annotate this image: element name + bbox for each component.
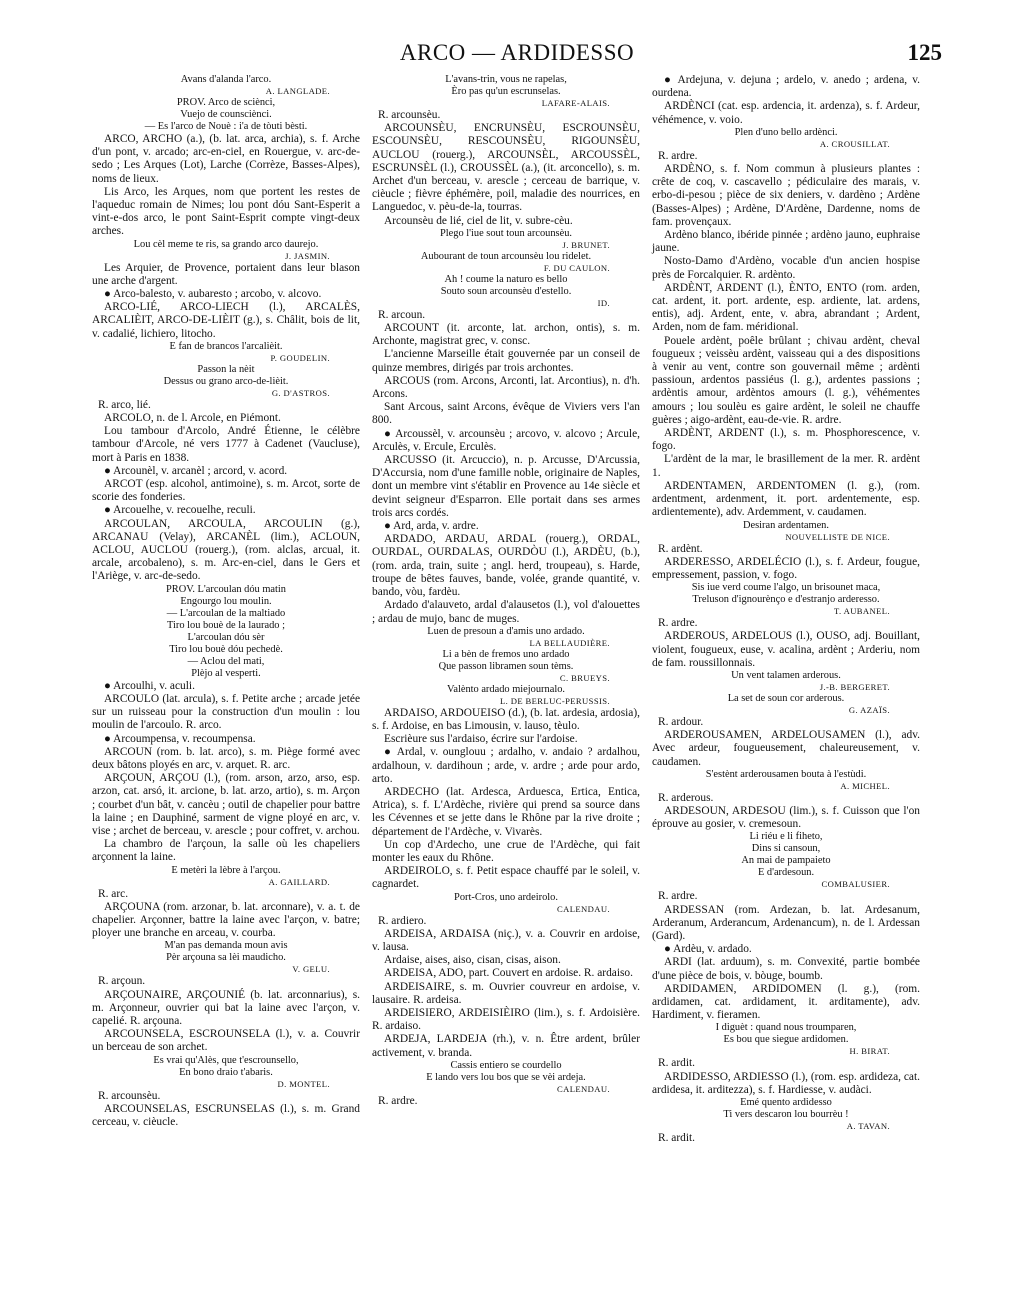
column-left	[92, 74, 360, 1129]
entry-paragraph: ● Arcoulhi, v. aculi.	[104, 679, 195, 692]
quotation-line: Port-Cros, uno ardeirolo.	[454, 891, 558, 903]
quotation-author: T. AUBANEL.	[833, 606, 890, 617]
entry-paragraph: ARÇOUNA (rom. arzonar, b. lat. arconnare), v. a. t. de chapelier. Arçonner, battre la laine avec l'arçon, v. batre; ployer une branche en arceau, v. courba.	[92, 900, 360, 940]
quotation-line: Plen d'uno bello ardènci.	[734, 126, 838, 138]
entry-paragraph: ARÇOUN, ARÇOU (l.), (rom. arson, arzo, arso, esp. arzon, cat. arsó, it. arcione, b. lat. arzo, artio), s. m. Arçon ; courbet d'un bât, v. cancèu ; outil de chapelier pour battre la laine ; en Dauphiné, sarment de vigne ployé en arc, v. vise ; archet de berceau, v. arescle ; pour coffret, v. archou.	[92, 772, 360, 837]
entry-paragraph: Sant Arcous, saint Arcons, évêque de Viviers vers l'an 800.	[372, 401, 640, 427]
entry-paragraph: ARDEROUSAMEN, ARDELOUSAMEN (l.), adv. Avec ardeur, fougueusement, chaleureusement, v. caudamen.	[652, 729, 920, 768]
quotation-author: A. TAVAN.	[846, 1120, 890, 1131]
etymology-reference: R. arco, lié.	[98, 398, 151, 411]
quotation-line: An mai de pampaieto	[741, 855, 831, 867]
entry-paragraph: ARÇOUNAIRE, ARÇOUNIÉ (b. lat. arconnarius), s. m. Arçonneur, ouvrier qui bat la laine avec l'arçon, v. capelié. R. arçouna.	[92, 988, 360, 1027]
quotation-line: PROV. Arco de sciènci,	[176, 97, 276, 108]
entry-paragraph: Ardaise, aises, aiso, cisan, cisas, aison.	[384, 954, 561, 967]
quotation-author: ID.	[597, 297, 610, 308]
etymology-reference: R. ardour.	[658, 715, 704, 728]
etymology-reference: R. ardre.	[658, 890, 698, 903]
entry-paragraph: ARDEISA, ARDAISA (niç.), v. a. Couvrir en ardoise, v. lausa.	[372, 927, 640, 953]
entry-paragraph: ARDEISAIRE, s. m. Ouvrier couvreur en ardoise, v. lausaire. R. ardeisa.	[372, 980, 640, 1006]
quotation-author: A. MICHEL.	[840, 780, 890, 791]
quotation-author: CALENDAU.	[556, 903, 610, 914]
entry-paragraph: ● Ardèu, v. ardado.	[664, 943, 752, 956]
entry-paragraph: ARDECHO (lat. Ardesca, Arduesca, Ertica, Entica, Atrica), s. f. L'Ardèche, rivière qui prend sa source dans les Cévennes et se jette dans le Rhône par la rive droite ; département de l'Ardèche, v. Vivarès.	[372, 785, 640, 838]
etymology-reference: R. ardit.	[658, 1131, 696, 1144]
quotation-author: G. D'ASTROS.	[271, 387, 330, 398]
quotation-line: Que passon libramen soun tèms.	[438, 660, 574, 672]
quotation-line: — Es l'arco de Nouè : i'a de tòuti bèsti.	[144, 121, 308, 132]
entry-paragraph: ARCO, ARCHO (a.), (b. lat. arca, archia), s. f. Arche d'un pont, v. arcado; arc-en-ciel, en Rouergue, v. arc-de-sedo ; Les Arques (Lot), Larche (Corrèze, Basses-Alpes), noms de lieux.	[92, 133, 360, 185]
quotation-author: C. BRUEYS.	[559, 672, 610, 683]
quotation-line: Dessus ou grano arco-de-lièit.	[163, 375, 289, 387]
quotation-line: Avans d'alanda l'arco.	[180, 74, 272, 85]
quotation-line: Desiran ardentamen.	[743, 519, 829, 531]
entry-paragraph: ● Arcoumpensa, v. recoumpensa.	[104, 732, 256, 745]
entry-paragraph: Arcounsèu de lié, ciel de lit, v. subre-cèu.	[384, 214, 573, 227]
entry-paragraph: Escrièure sus l'ardaiso, écrire sur l'ardoise.	[384, 733, 578, 746]
entry-paragraph: ARCOULO (lat. arcula), s. f. Petite arche ; arcade jetée sur un ruisseau pour la construction d'un moulin : lou moulin de l'arcoulo. R. arco.	[92, 692, 360, 732]
entry-paragraph: ARDEROUS, ARDELOUS (l.), OUSO, adj. Bouillant, violent, fougueux, euse, v. acalina, ardènt ; Arderiu, nom de fam. roussillonnais.	[652, 630, 920, 669]
entry-paragraph: ARCOLO, n. de l. Arcole, en Piémont.	[104, 412, 281, 425]
entry-paragraph: ARDESSAN (rom. Ardezan, b. lat. Ardesanum, Arderanum, Arderancum, Ardenancum), n. de l. Ardessan (Gard).	[652, 903, 920, 942]
quotation-line: Tiro lou bouè de la laurado ;	[167, 619, 285, 631]
entry-paragraph: ● Arcounèl, v. arcanèl ; arcord, v. acord.	[104, 464, 288, 477]
quotation-author: D. MONTEL.	[277, 1078, 330, 1089]
quotation-author: A. CROUSILLAT.	[819, 138, 890, 149]
entry-paragraph: L'ancienne Marseille était gouvernée par un conseil de quinze membres, dirigés par trois archontes.	[372, 348, 640, 374]
entry-paragraph: ARDÈNT, ARDENT (l.), ÈNTO, ENTO (rom. arden, cat. ardent, it. port. ardente, esp. ardiente, lat. ardens, entis), adj. Ardent, ente, v. abra, abrandant ; Ardent, Arden, nom de fam. méridional.	[652, 281, 920, 334]
entry-paragraph: Nosto-Damo d'Ardèno, vocable d'un ancien hospise près de Forcalquier. R. ardènto.	[652, 255, 920, 281]
entry-paragraph: Les Arquier, de Provence, portaient dans leur blason une arche d'argent.	[92, 261, 360, 287]
quotation-line: E metèri la lèbre à l'arçou.	[171, 864, 281, 876]
quotation-line: Sis iue verd coume l'algo, un brisounet maca,	[691, 582, 881, 594]
quotation-line: — Aclou del mati,	[187, 655, 265, 667]
quotation-line: Èro pas qu'un escrunselas.	[451, 86, 561, 97]
etymology-reference: R. ardènt.	[658, 542, 703, 555]
entry-paragraph: ARDÈNO, s. f. Nom commun à plusieurs plantes : crête de coq, v. cascavello ; pédiculaire des marais, v. erbo-di-pesou ; pièce de six deniers, v. dardèno ; Ardène (Basses-Alpes) ; Ardène, D'Ardène, Dardenne, noms de fam. provençaux.	[652, 163, 920, 228]
etymology-reference: R. arcounsèu.	[98, 1089, 161, 1102]
quotation-author: P. GOUDELIN.	[270, 352, 330, 363]
etymology-reference: R. arc.	[98, 887, 129, 900]
entry-paragraph: ARDENTAMEN, ARDENTOMEN (l. g.), (rom. ardentment, ardenment, it. port. ardentemente, esp. ardientemente), adv. Ardemment, v. caudamen.	[652, 479, 920, 519]
quotation-line: Li riéu e li fiheto,	[749, 831, 823, 843]
entry-paragraph: ARDI (lat. arduum), s. m. Convexité, partie bombée d'une pièce de bois, v. bòuge, boumb.	[652, 956, 920, 982]
entry-paragraph: ● Arcouelhe, v. recouelhe, reculi.	[104, 504, 256, 517]
entry-paragraph: ARCOUNSELAS, ESCRUNSELAS (l.), s. m. Grand cerceau, v. cièucle.	[92, 1102, 360, 1128]
entry-paragraph: ARCOULAN, ARCOULA, ARCOULIN (g.), ARCANAU (Velay), ARCANÈL (lim.), ACLOUN, ACLOU, AUCLOU (rouerg.), (rom. alclas, arcual, it. arcale, arcobaleno), s. m. Arc-en-ciel, dans le Gers et l'Ariège, v. arc-de-sedo.	[92, 517, 360, 583]
etymology-reference: R. arcoun.	[378, 308, 426, 321]
entry-paragraph: ● Arcoussèl, v. arcounsèu ; arcovo, v. alcovo ; Arcule, Arculès, v. Ercule, Erculès.	[372, 427, 640, 453]
entry-paragraph: ARCOUS (rom. Arcons, Arconti, lat. Arcontius), n. d'h. Arcons.	[372, 374, 640, 401]
quotation-line: Dins si cansoun,	[751, 843, 821, 855]
quotation-line: M'an pas demanda moun avis	[164, 940, 288, 952]
entry-paragraph: L'ardènt de la mar, le brasillement de la mer. R. ardènt 1.	[652, 453, 920, 479]
entry-paragraph: ARCUSSO (it. Arcuccio), n. p. Arcusse, D'Arcussia, D'Accursia, nom d'une famille noble, originaire de Naples, dont un membre vint s'établir en Provence au 14e siècle et devint seigneur d'Esparron. Elle portait dans ses armes trois arcs cordés.	[372, 454, 640, 519]
quotation-line: Emé quento ardidesso	[740, 1096, 832, 1108]
etymology-reference: R. ardre.	[658, 149, 698, 162]
quotation-line: Es vrai qu'Alès, que t'escrounsello,	[153, 1054, 299, 1066]
quotation-line: La set de soun cor arderous.	[727, 692, 845, 704]
entry-paragraph: ARDESOUN, ARDESOU (lim.), s. f. Cuisson que l'on éprouve au gosier, v. cremesoun.	[652, 804, 920, 831]
quotation-line: Es bou que siegue ardidomen.	[723, 1034, 849, 1046]
column-middle	[372, 74, 640, 1108]
entry-paragraph: ● Ardejuna, v. dejuna ; ardelo, v. anedo ; ardena, v. ourdena.	[652, 74, 920, 100]
etymology-reference: R. arçoun.	[98, 975, 146, 988]
quotation-author: NOUVELLISTE DE NICE.	[785, 531, 890, 542]
quotation-line: Plèjo al vesperti.	[191, 667, 261, 679]
quotation-line: Souto soun arcounsèu d'estello.	[440, 285, 572, 297]
running-title: ARCO — ARDIDESSO	[399, 40, 635, 65]
quotation-author: J. BRUNET.	[562, 239, 610, 250]
quotation-line: Cassis entiero se courdello	[450, 1059, 562, 1071]
entry-paragraph: Lou tambour d'Arcolo, André Étienne, le célèbre tambour d'Arcole, né vers 1777 à Cadenet (Vaucluse), mort à Paris en 1838.	[92, 425, 360, 464]
page-number: 125	[907, 40, 942, 65]
quotation-line: Lou cèl meme te ris, sa grando arco daurejo.	[133, 238, 319, 250]
etymology-reference: R. ardre.	[658, 617, 698, 630]
quotation-line: I diguèt : quand nous troumparen,	[715, 1022, 857, 1034]
quotation-author: CALENDAU.	[556, 1083, 610, 1094]
quotation-line: En bono draio t'abaris.	[179, 1066, 273, 1078]
quotation-author: G. AZAÏS.	[848, 704, 890, 715]
quotation-author: J.-B. BERGERET.	[819, 681, 890, 692]
quotation-line: Tiro lou bouè dóu pechedè.	[169, 643, 283, 655]
quotation-author: A. GAILLARD.	[268, 876, 330, 887]
quotation-author: LAFARE-ALAIS.	[541, 98, 610, 108]
entry-paragraph: ARCOUNSELA, ESCROUNSELA (l.), v. a. Couvrir un berceau de son archet.	[92, 1028, 360, 1054]
quotation-line: S'estènt arderousamen bouta à l'estùdi.	[705, 768, 867, 780]
entry-paragraph: Ardado d'alauveto, ardal d'alausetos (l.), vol d'alouettes ; ardau de mujo, banc de muges.	[372, 599, 640, 625]
entry-paragraph: ARDIDAMEN, ARDIDOMEN (l. g.), (rom. ardidamen, cat. ardidament, it. arditamente), adv. Hardiment, v. fieramen.	[652, 982, 920, 1022]
quotation-line: E d'ardesoun.	[757, 867, 815, 879]
quotation-line: Un vent talamen arderous.	[731, 669, 841, 681]
entry-paragraph: ARDÈNT, ARDENT (l.), s. m. Phosphorescence, v. fogo.	[652, 427, 920, 453]
entry-paragraph: ARDEISIERO, ARDEISIÈIRO (lim.), s. f. Ardoisière. R. ardaiso.	[372, 1006, 640, 1033]
entry-paragraph: ARCOT (esp. alcohol, antimoine), s. m. Arcot, sorte de scorie des fonderies.	[92, 478, 360, 504]
quotation-line: Ti vers descaron lou bourrèu !	[723, 1108, 849, 1120]
quotation-line: E fan de brancos l'arcalièit.	[169, 340, 283, 352]
quotation-line: Engourgo lou moulin.	[180, 595, 272, 607]
entry-paragraph: Un cop d'Ardecho, une crue de l'Ardèche, qui fait monter les eaux du Rhône.	[372, 838, 640, 864]
quotation-author: J. JASMIN.	[285, 250, 330, 261]
quotation-line: Li a bèn de fremos uno ardado	[442, 648, 570, 660]
quotation-author: A. LANGLADE.	[265, 86, 330, 96]
page-header	[92, 40, 942, 70]
column-right	[652, 74, 920, 1145]
entry-paragraph: ARCOUNSÈU, ENCRUNSÈU, ESCROUNSÈU, ESCOUNSÈU, RESCOUNSÈU, RIGOUNSÈU, AUCLOU (rouerg.), ARCOUNSÈL, ARCOUSSÈL, ESCRUNSÈL (l.), CROUSSÈL (a.), (it. arconcello), s. m. Archet d'un berceau, v. arescle ; cerceau de barrique, v. cièucle ; fièvre éphémère, poil, maladie des nourrices, en Languedoc, v. pèu-de-la, tourras.	[372, 122, 640, 214]
quotation-line: Ah ! coume la naturo es bello	[444, 273, 568, 285]
quotation-line: Pèr arçouna sa lèi maudicho.	[166, 952, 286, 964]
entry-paragraph: ARDEISA, ADO, part. Couvert en ardoise. R. ardaiso.	[384, 967, 633, 980]
entry-paragraph: ARDAISO, ARDOUEISO (d.), (b. lat. ardesia, ardosia), s. f. Ardoise, en bas Limousin, v. lauso, tèulo.	[372, 706, 640, 732]
quotation-author: L. DE BERLUC-PERUSSIS.	[499, 695, 610, 706]
etymology-reference: R. arderous.	[658, 791, 714, 804]
quotation-author: V. GELU.	[292, 964, 330, 975]
quotation-line: Vuejo de counsciènci.	[180, 109, 272, 120]
entry-paragraph: Ardèno blanco, ibéride pinnée ; ardèno jauno, euphraise jaune.	[652, 229, 920, 255]
quotation-line: L'arcoulan dóu sèr	[187, 631, 265, 643]
quotation-line: Luen de presoun a d'amis uno ardado.	[427, 625, 585, 637]
entry-paragraph: ARDÈNCI (cat. esp. ardencia, it. ardenza), s. f. Ardeur, véhémence, v. voio.	[652, 100, 920, 126]
quotation-author: F. DU CAULON.	[543, 262, 610, 273]
entry-paragraph: ● Arco-balesto, v. aubaresto ; arcobo, v. alcovo.	[104, 288, 322, 301]
quotation-line: Valènto ardado miejournalo.	[446, 683, 565, 695]
entry-paragraph: ARCOUN (rom. b. lat. arco), s. m. Piège formé avec deux bâtons ployés en arc, v. arquet. R. arc.	[92, 745, 360, 771]
entry-paragraph: Pouele ardènt, poêle brûlant ; chivau ardènt, cheval fougueux ; veissèu ardènt, vaisseau qui a des dispositions à venir au vent, contre son gouvernail même ; ardènti passioun, ardentos passiéus (l. g.), ardentes passions ; ardèntis amour, ardèntos amours (l. g.), véhémentes amours ; lou soulèu es gaire ardènt, le soleil ne chauffe guères ; aigo-ardènt, eau-de-vie. R. ardre.	[652, 334, 920, 426]
etymology-reference: R. ardit.	[658, 1057, 696, 1070]
quotation-line: — L'arcoulan de la maltiado	[166, 607, 286, 619]
entry-paragraph: ARDERESSO, ARDELÉCIO (l.), s. f. Ardeur, fougue, empressement, passion, v. fogo.	[652, 555, 920, 581]
quotation-author: H. BIRAT.	[849, 1046, 890, 1057]
etymology-reference: R. ardiero.	[378, 914, 427, 927]
quotation-line: Plego l'iue sout toun arcounsèu.	[439, 227, 573, 239]
etymology-reference: R. arcounsèu.	[378, 109, 441, 121]
quotation-line: Passon la nèit	[197, 363, 255, 375]
entry-paragraph: La chambro de l'arçoun, la salle où les chapeliers arçonnent la laine.	[92, 838, 360, 864]
quotation-author: LA BELLAUDIÈRE.	[529, 637, 610, 648]
entry-paragraph: ARCO-LIÉ, ARCO-LIECH (l.), ARCALÈS, ARCALIÈIT, ARCO-DE-LIÈIT (g.), s. Châlit, bois de lit, v. cadalié, lichiero, litocho.	[92, 301, 360, 340]
quotation-line: L'avans-trin, vous ne rapelas,	[445, 74, 567, 85]
entry-paragraph: ARDEIROLO, s. f. Petit espace chauffé par le soleil, v. cagnardet.	[372, 865, 640, 891]
entry-paragraph: ● Ard, arda, v. ardre.	[384, 520, 479, 533]
quotation-line: E lando vers lou bos que se vèi ardeja.	[426, 1071, 586, 1083]
quotation-author: COMBALUSIER.	[821, 879, 890, 890]
entry-paragraph: ARDIDESSO, ARDIESSO (l.), (rom. esp. ardideza, cat. ardidesa, it. arditezza), s. f. Hardiesse, v. audàci.	[652, 1070, 920, 1096]
entry-paragraph: ARDADO, ARDAU, ARDAL (rouerg.), ORDAL, OURDAL, OURDALAS, OURDÒU (l.), ARDÈU, (b.), (rom. arda, train, suite ; angl. herd, troupeau), s. Harde, troupe de bêtes fauves, bande, volée, grande quantité, v. bando, vòu, fardèu.	[372, 533, 640, 599]
quotation-line: PROV. L'arcoulan dóu matin	[165, 583, 286, 595]
entry-paragraph: Lis Arco, les Arques, nom que portent les restes de l'aqueduc romain de Nimes; lou pont dóu Sant-Esperit a vint-e-dos arco, le pont Saint-Esprit compte vingt-deux arches.	[92, 185, 360, 238]
entry-paragraph: ● Ardal, v. ounglouu ; ardalho, v. andaio ? ardalhou, ardalhoun, v. dardihoun ; arde, v. ardre ; arde pour ardo, arto.	[372, 746, 640, 785]
quotation-line: Aubourant de toun arcounsèu lou ridelet.	[420, 250, 592, 262]
etymology-reference: R. ardre.	[378, 1094, 418, 1107]
quotation-line: Treluson d'ignourènço e d'estranjo arderesso.	[692, 594, 880, 606]
entry-paragraph: ARDEJA, LARDEJA (rh.), v. n. Être ardent, brûler activement, v. branda.	[372, 1033, 640, 1059]
entry-paragraph: ARCOUNT (it. arconte, lat. archon, ontis), s. m. Archonte, magistrat grec, v. consc.	[372, 322, 640, 348]
